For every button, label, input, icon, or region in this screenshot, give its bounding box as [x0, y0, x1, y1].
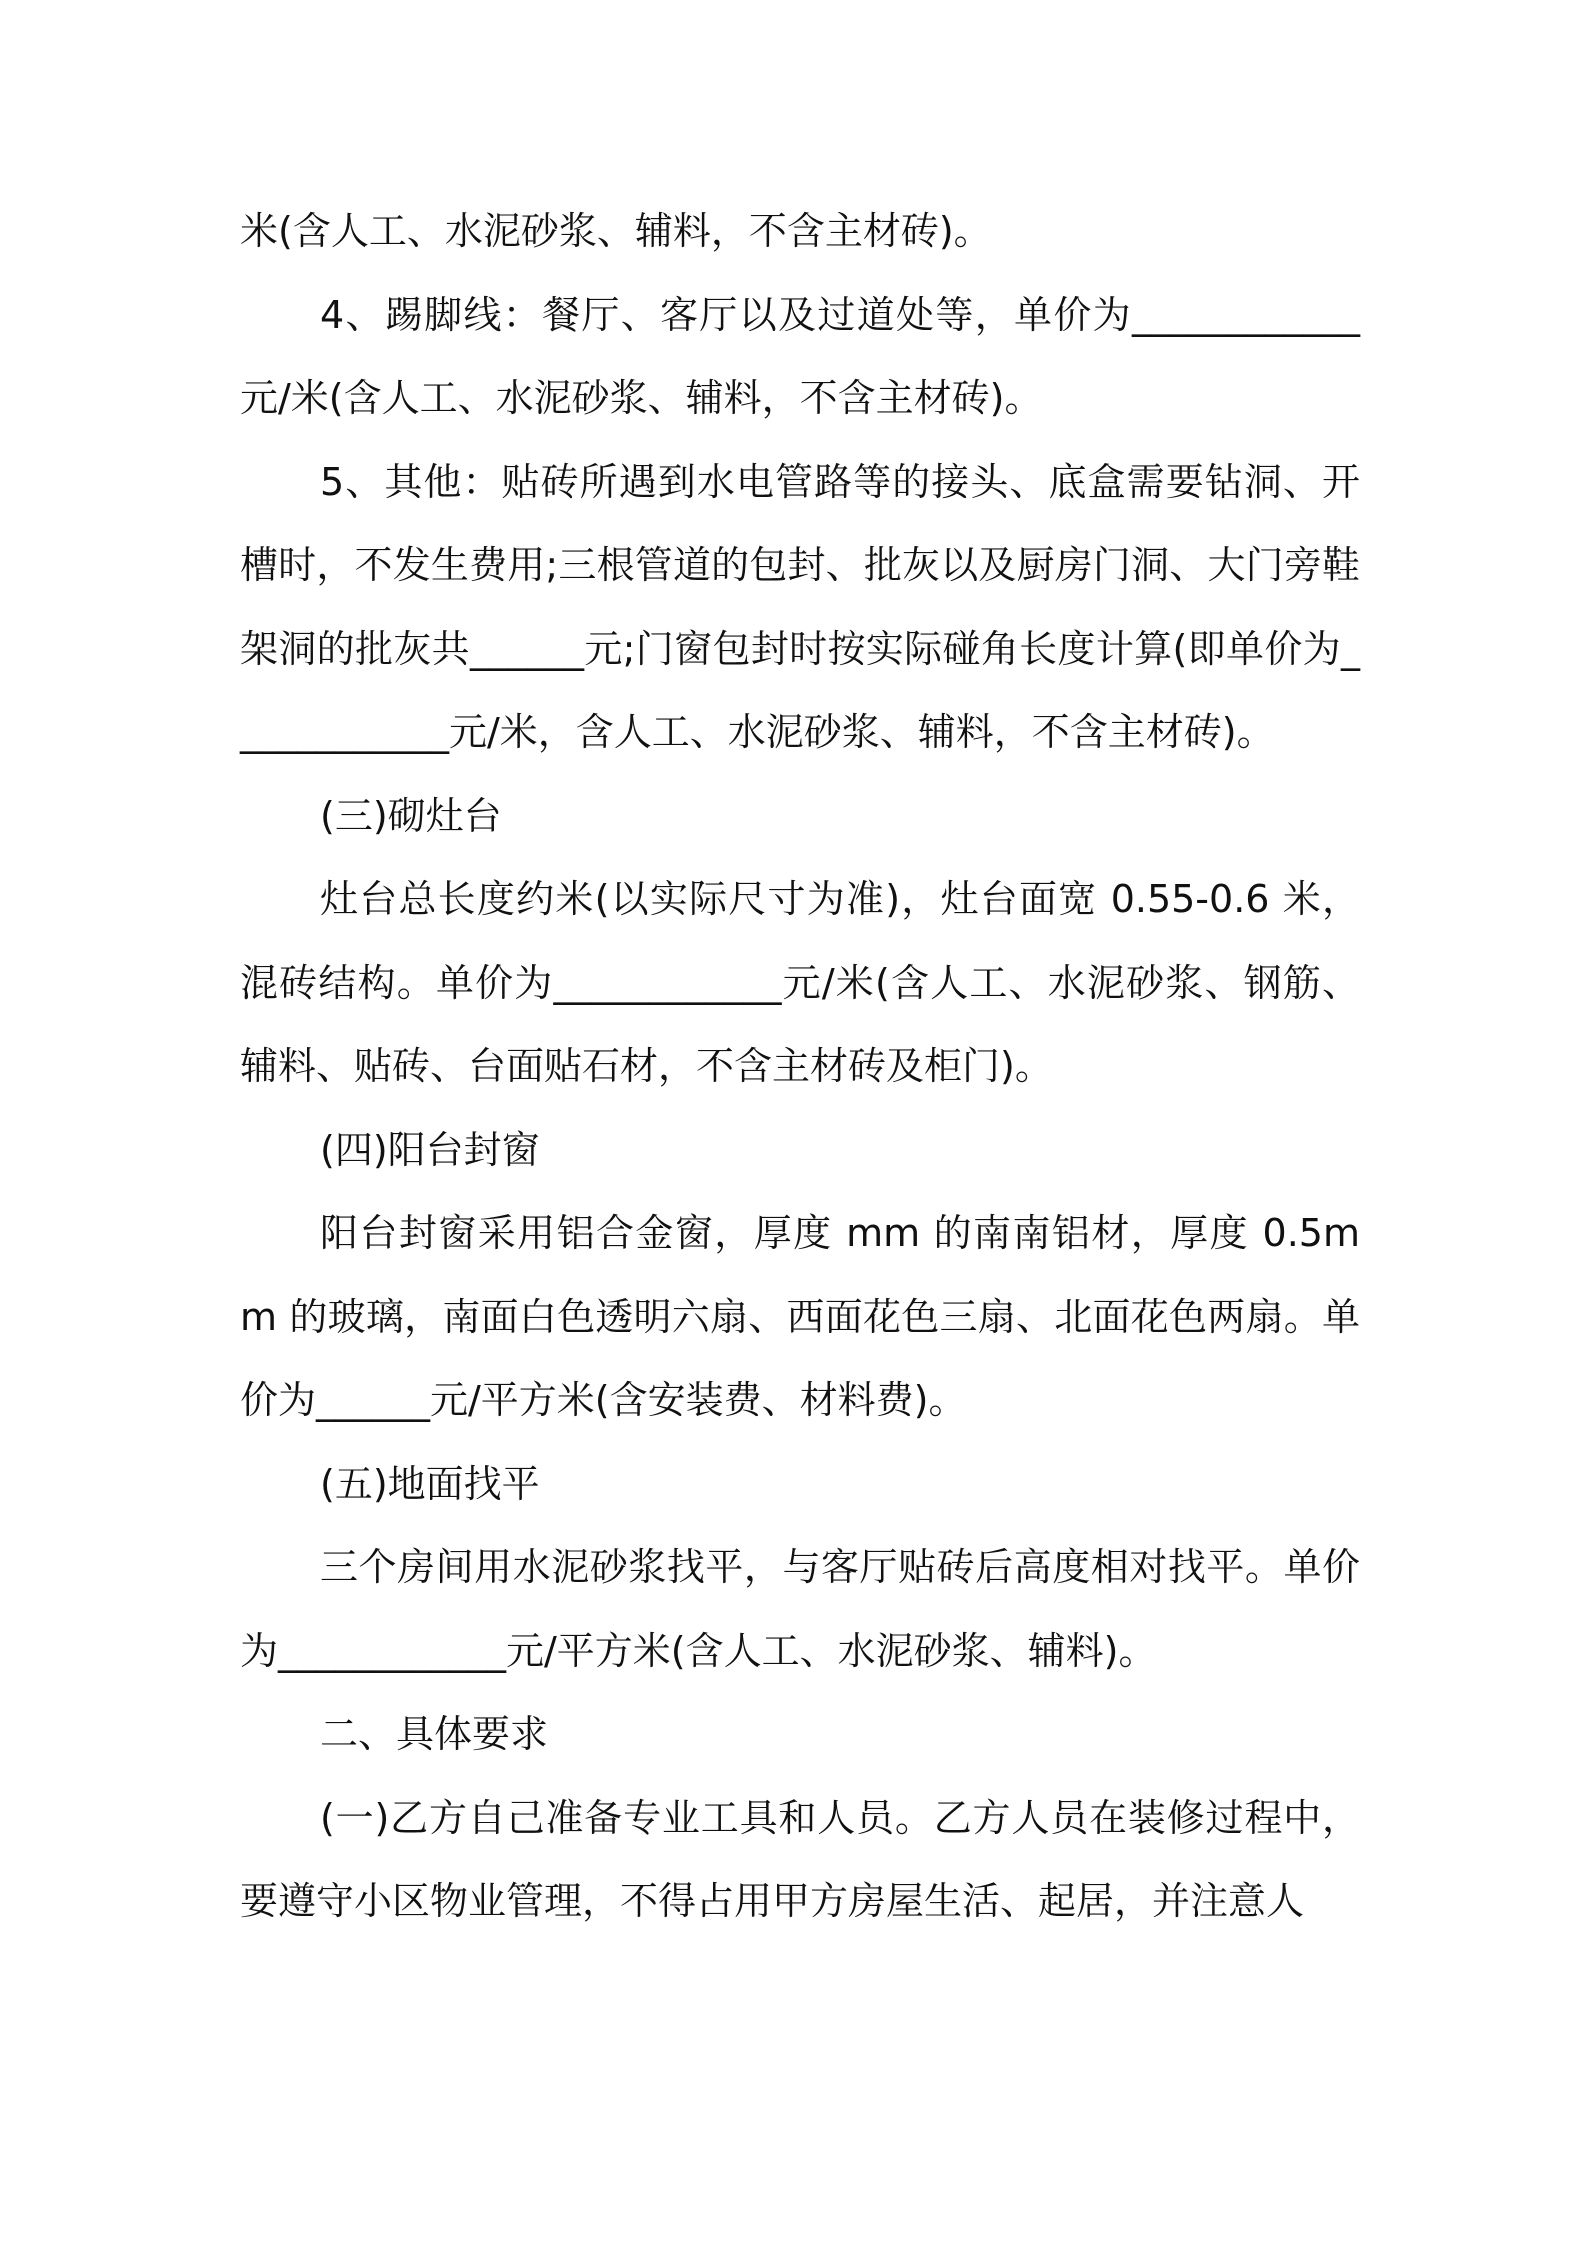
- document-body: [240, 190, 1360, 1944]
- paragraph-floor-leveling: 三个房间用水泥砂浆找平，与客厅贴砖后高度相对找平。单价为____________元/平方米(含人工、水泥砂浆、辅料)。: [240, 1545, 1360, 1673]
- paragraph-other: 5、其他：贴砖所遇到水电管路等的接头、底盒需要钻洞、开槽时，不发生费用;三根管道的包封、批灰以及厨房门洞、大门旁鞋架洞的批灰共______元;门窗包封时按实际碰角长度计算(即单价为____________元/米，含人工、水泥砂浆、辅料，不含主材砖)。: [240, 459, 1360, 754]
- paragraph-requirement-1: (一)乙方自己准备专业工具和人员。乙方人员在装修过程中，要遵守小区物业管理，不得占用甲方房屋生活、起居，并注意人: [240, 1795, 1360, 1923]
- heading-stove-counter: (三)砌灶台: [320, 793, 502, 838]
- heading-specific-requirements: 二、具体要求: [320, 1712, 549, 1756]
- heading-floor-leveling: (五)地面找平: [320, 1461, 540, 1506]
- paragraph-balcony-window: 阳台封窗采用铝合金窗，厚度 mm 的南南铝材，厚度 0.5mm 的玻璃，南面白色透明六扇、西面花色三扇、北面花色两扇。单价为______元/平方米(含安装费、材料费)。: [240, 1211, 1360, 1422]
- heading-balcony-window: (四)阳台封窗: [320, 1127, 540, 1172]
- paragraph-1: 米(含人工、水泥砂浆、辅料，不含主材砖)。: [240, 209, 992, 253]
- paragraph-stove-counter: 灶台总长度约米(以实际尺寸为准)，灶台面宽 0.55-0.6 米，混砖结构。单价为____________元/米(含人工、水泥砂浆、钢筋、辅料、贴砖、台面贴石材，不含主材砖及柜门)。: [240, 877, 1360, 1088]
- paragraph-skirting-line: 4、踢脚线：餐厅、客厅以及过道处等，单价为____________元/米(含人工、水泥砂浆、辅料，不含主材砖)。: [240, 292, 1360, 420]
